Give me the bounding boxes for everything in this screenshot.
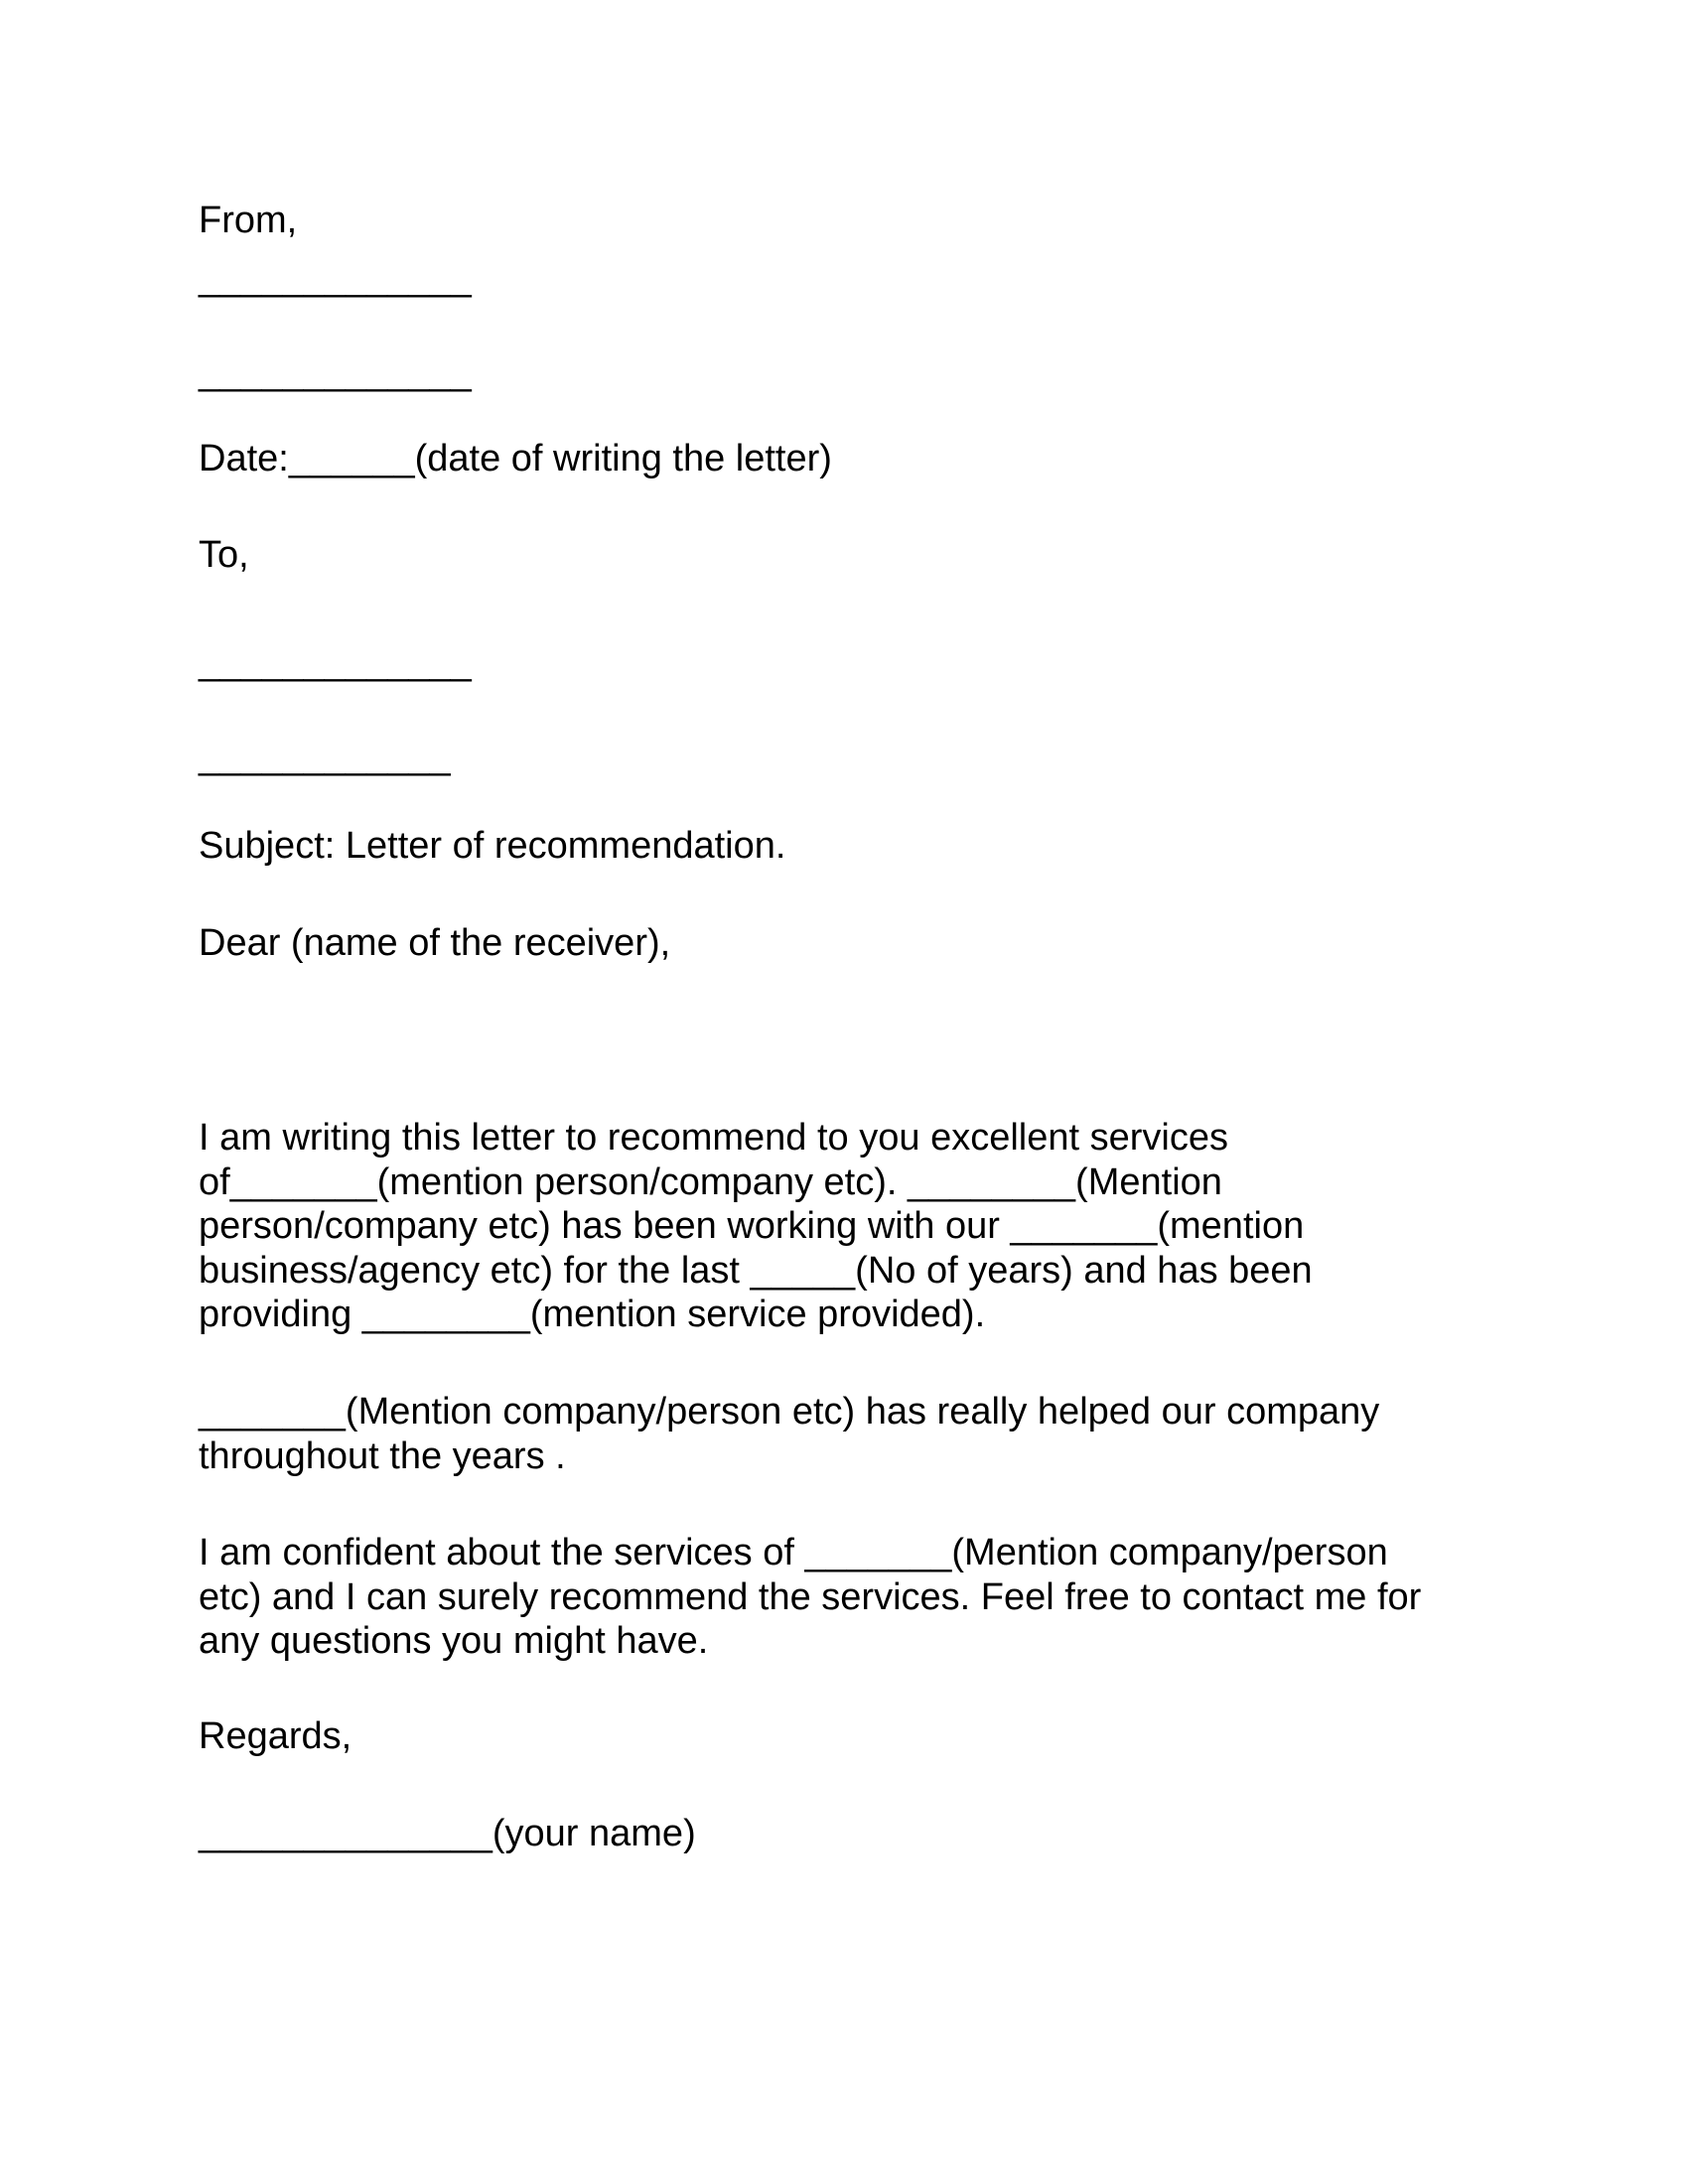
from-address-blank-2: _____________ bbox=[199, 351, 472, 393]
closing: Regards, bbox=[199, 1715, 352, 1757]
date-line: Date:______(date of writing the letter) bbox=[199, 438, 832, 479]
paragraph-line: person/company etc) has been working with our _______(mention bbox=[199, 1205, 1305, 1247]
paragraph-line: I am writing this letter to recommend to you excellent services bbox=[199, 1117, 1228, 1159]
paragraph-line: I am confident about the services of _______(Mention company/person bbox=[199, 1532, 1388, 1573]
paragraph-line: throughout the years . bbox=[199, 1434, 566, 1477]
paragraph-line: of_______(mention person/company etc). ________(Mention bbox=[199, 1160, 1222, 1203]
signature-line: ______________(your name) bbox=[199, 1813, 696, 1854]
salutation: Dear (name of the receiver), bbox=[199, 922, 671, 964]
from-label: From, bbox=[199, 200, 298, 241]
paragraph-line: any questions you might have. bbox=[199, 1620, 709, 1662]
to-label: To, bbox=[199, 534, 249, 576]
body-paragraph-1 bbox=[199, 1116, 1509, 1337]
to-address-blank-1: _____________ bbox=[199, 641, 472, 683]
paragraph-line: _______(Mention company/person etc) has really helped our company bbox=[199, 1391, 1380, 1433]
paragraph-line: etc) and I can surely recommend the services. Feel free to contact me for bbox=[199, 1575, 1422, 1618]
paragraph-line: providing ________(mention service provided). bbox=[199, 1294, 986, 1335]
subject-line: Subject: Letter of recommendation. bbox=[199, 825, 786, 867]
body-paragraph-2 bbox=[199, 1390, 1509, 1478]
from-address-blank-1: _____________ bbox=[199, 257, 472, 299]
paragraph-line: business/agency etc) for the last _____(No of years) and has been bbox=[199, 1249, 1313, 1292]
to-address-blank-2: ____________ bbox=[199, 736, 451, 777]
body-paragraph-3 bbox=[199, 1531, 1509, 1664]
